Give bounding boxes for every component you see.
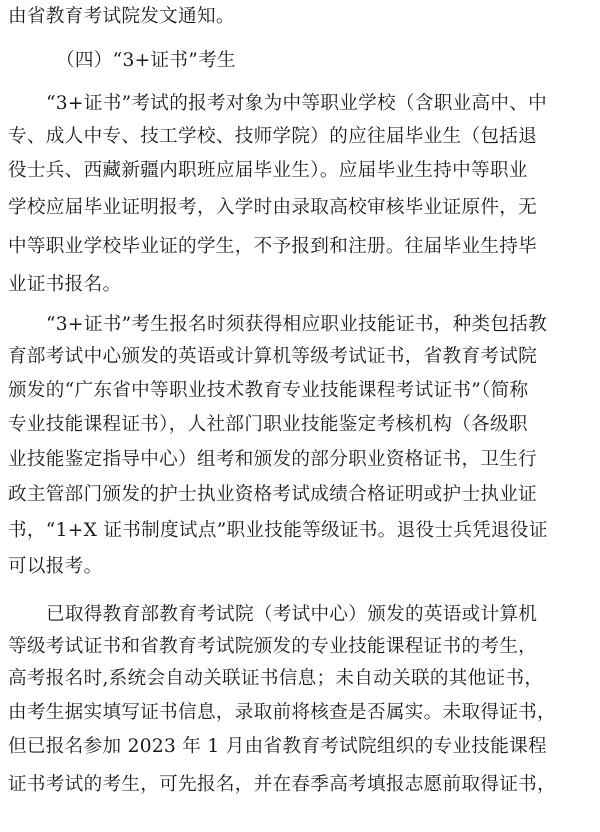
paragraph-1-line-6: 业证书报名。 <box>8 274 122 295</box>
paragraph-1-line-3: 役士兵、西藏新疆内职班应届毕业生）。应届毕业生持中等职业 <box>8 160 528 181</box>
paragraph-3-line-3: 高考报名时,系统会自动关联证书信息；未自动关联的其他证书， <box>8 668 544 689</box>
paragraph-3-line-4: 由考生据实填写证书信息，录取前将核查是否属实。未取得证书， <box>8 702 556 723</box>
paragraph-2-line-8: 可以报考。 <box>8 556 103 577</box>
paragraph-1-line-1: “3+证书”考试的报考对象为中等职业学校（含职业高中、中 <box>46 93 548 114</box>
paragraph-1-line-5: 中等职业学校毕业证的学生，不予报到和注册。往届毕业生持毕 <box>8 236 538 257</box>
paragraph-3-line-6: 证书考试的考生，可先报名，并在春季高考填报志愿前取得证书， <box>8 774 556 795</box>
text-line-continuation: 由省教育考试院发文通知。 <box>8 6 235 27</box>
paragraph-2-line-5: 业技能鉴定指导中心）组考和颁发的部分职业资格证书，卫生行 <box>8 449 538 470</box>
paragraph-2-line-7: 书，“1+X 证书制度试点”职业技能等级证书。退役士兵凭退役证 <box>8 520 548 541</box>
paragraph-2-line-2: 育部考试中心颁发的英语或计算机等级考试证书，省教育考试院 <box>8 346 538 367</box>
paragraph-2-line-3: 颁发的“广东省中等职业技术教育专业技能课程考试证书”（简称 <box>8 380 529 401</box>
paragraph-3-line-2: 等级考试证书和省教育考试院颁发的专业技能课程证书的考生， <box>8 636 538 657</box>
paragraph-3-line-1: 已取得教育部教育考试院（考试中心）颁发的英语或计算机 <box>46 604 538 625</box>
paragraph-2-line-6: 政主管部门颁发的护士执业资格考试成绩合格证明或护士执业证 <box>8 484 538 505</box>
paragraph-1-line-2: 专、成人中专、技工学校、技师学院）的应往届毕业生（包括退 <box>8 126 538 147</box>
paragraph-1-line-4: 学校应届毕业证明报考，入学时由录取高校审核毕业证原件，无 <box>8 197 538 218</box>
paragraph-3-line-5: 但已报名参加 2023 年 1 月由省教育考试院组织的专业技能课程 <box>8 736 547 757</box>
section-heading-3plus-certificate: （四）“3+证书”考生 <box>56 50 236 71</box>
paragraph-2-line-4: 专业技能课程证书），人社部门职业技能鉴定考核机构（各级职 <box>8 414 528 435</box>
paragraph-2-line-1: “3+证书”考生报名时须获得相应职业技能证书，种类包括教 <box>46 314 548 335</box>
